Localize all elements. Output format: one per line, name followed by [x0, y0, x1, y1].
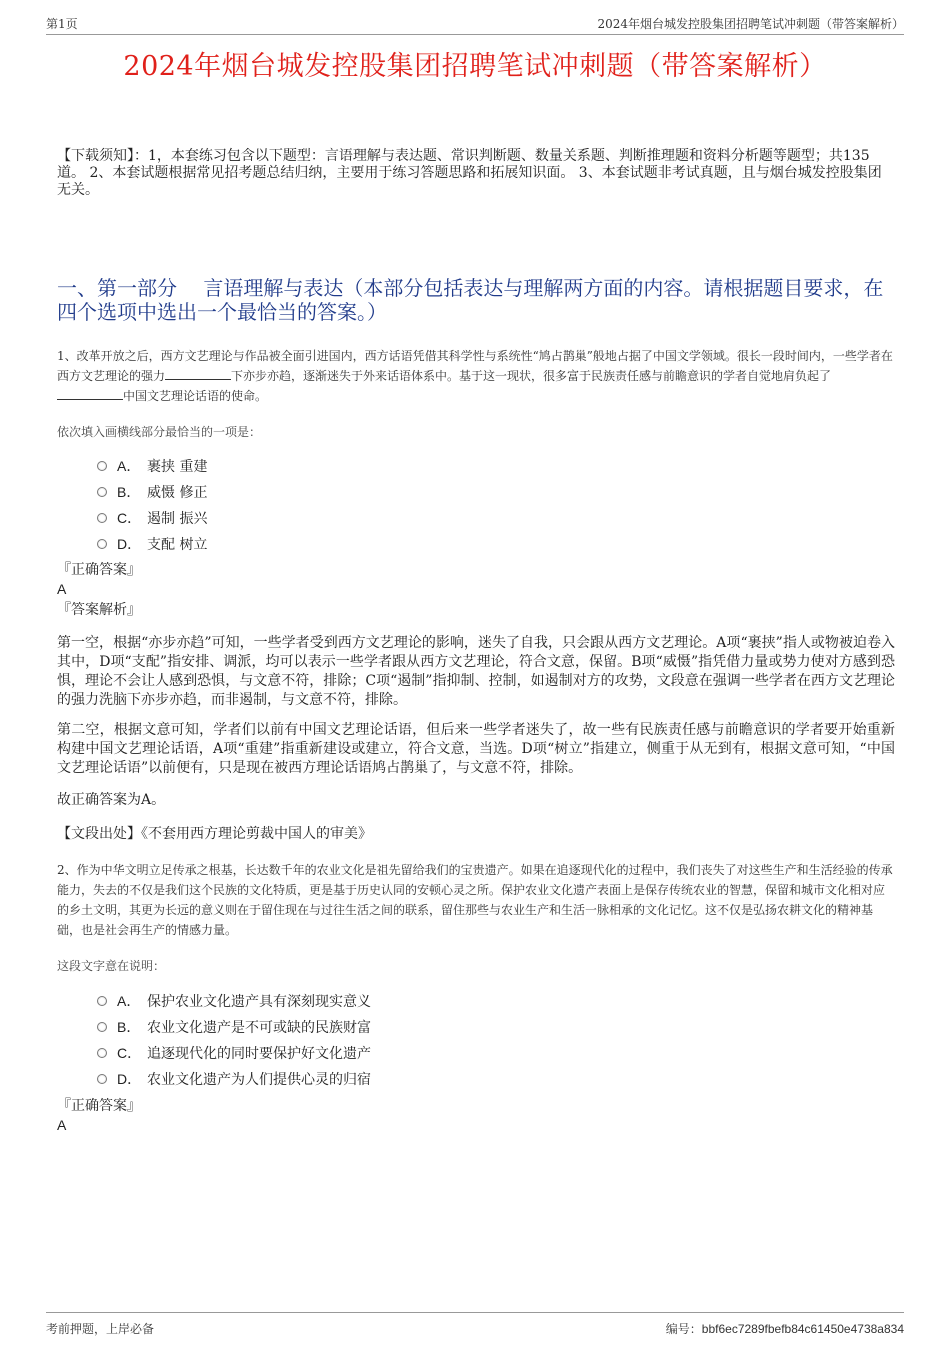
- option-a[interactable]: A． 保护农业文化遗产具有深刻现实意义: [97, 988, 895, 1014]
- option-c[interactable]: C． 追逐现代化的同时要保护好文化遗产: [97, 1040, 895, 1066]
- option-b[interactable]: B． 农业文化遗产是不可或缺的民族财富: [97, 1014, 895, 1040]
- question-1-analysis: [57, 634, 895, 710]
- radio-button[interactable]: [97, 1074, 107, 1084]
- footer-code: 编号：bbf6ec7289fbefb84c61450e4738a834: [665, 1322, 904, 1336]
- source-citation: 【文段出处】《不套用西方理论剪裁中国人的审美》: [57, 826, 372, 842]
- question-1-text: 1、改革开放之后，西方文艺理论与作品被全面引进国内，西方话语凭借其科学性与系统性“鸠占鹊巢”般地占据了中国文学领域。很长一段时间内，一些学者在西方文艺理论的强力 下亦步亦趋，逐渐迷失于外来话语体系中。基于这一现状，很多富于民族责任感与前瞻意识的学者自觉地肩负起了中国文艺理论话语的使命。: [57, 349, 893, 403]
- question-2-prompt-wrap: [57, 957, 895, 974]
- option-b[interactable]: B． 威慑 修正: [97, 479, 895, 505]
- radio-button[interactable]: [97, 1022, 107, 1032]
- question-1-options: [57, 453, 895, 557]
- question-1-source: [57, 825, 895, 844]
- correct-answer-label: 『正确答案』: [57, 562, 141, 578]
- question-1-conclusion: [57, 791, 895, 810]
- question-1-prompt-wrap: [57, 423, 895, 440]
- footer-slogan: 考前押题，上岸必备: [46, 1322, 155, 1336]
- option-a[interactable]: A． 裹挟 重建: [97, 453, 895, 479]
- radio-button[interactable]: [97, 487, 107, 497]
- page-header: [46, 14, 904, 35]
- question-1-analysis-2: [57, 721, 895, 778]
- option-d[interactable]: D． 支配 树立: [97, 531, 895, 557]
- radio-button[interactable]: [97, 1048, 107, 1058]
- question-2: [57, 860, 895, 940]
- analysis-paragraph-1: 第一空，根据“亦步亦趋”可知，一些学者受到西方文艺理论的影响，迷失了自我，只会跟从西方文艺理论。A项“裹挟”指人或物被迫卷入其中，D项“支配”指安排、调派，均可以表示一些学者跟从西方文艺理论，符合文意，保留。B项“威慑”指凭借力量或势力使对方感到恐惧，理论不会让人感到恐惧，与文意不符，排除；C项“遏制”指抑制、控制，如遏制对方的攻势，文段意在强调一些学者在西方文艺理论的强力洗脑下亦步亦趋，而非遏制，与文意不符，排除。: [57, 635, 895, 708]
- download-notice: 【下载须知】：1，本套练习包含以下题型：言语理解与表达题、常识判断题、数量关系题、判断推理题和资料分析题等题型；共135道。 2、本套试题根据常见招考题总结归纳，主要用于练习答题思路和拓展知识面。 3、本套试题非考试真题，且与烟台城发控股集团无关。: [57, 148, 882, 198]
- option-c[interactable]: C． 遏制 振兴: [97, 505, 895, 531]
- question-1-answer-block: [57, 560, 895, 620]
- question-2-options: [57, 988, 895, 1092]
- question-1: [57, 346, 895, 406]
- question-2-answer-block: [57, 1096, 895, 1134]
- page-footer: [46, 1312, 904, 1337]
- conclusion: 故正确答案为A。: [57, 792, 166, 808]
- document-body: [57, 148, 895, 1133]
- option-d[interactable]: D． 农业文化遗产为人们提供心灵的归宿: [97, 1066, 895, 1092]
- radio-button[interactable]: [97, 539, 107, 549]
- document-title: 2024年烟台城发控股集团招聘笔试冲刺题（带答案解析）: [123, 51, 827, 82]
- correct-answer: A: [57, 1117, 67, 1133]
- fill-blank-1: [165, 367, 231, 380]
- radio-button[interactable]: [97, 461, 107, 471]
- radio-button[interactable]: [97, 513, 107, 523]
- fill-blank-2: [57, 387, 123, 400]
- correct-answer-label: 『正确答案』: [57, 1098, 141, 1114]
- analysis-label: 『答案解析』: [57, 602, 141, 618]
- page-number: 第1页: [46, 17, 78, 31]
- question-1-prompt: 依次填入画横线部分最恰当的一项是：: [57, 425, 262, 439]
- correct-answer: A: [57, 581, 67, 597]
- question-2-prompt: 这段文字意在说明：: [57, 959, 166, 973]
- radio-button[interactable]: [97, 996, 107, 1006]
- header-doc-title: 2024年烟台城发控股集团招聘笔试冲刺题（带答案解析）: [597, 17, 904, 31]
- analysis-paragraph-2: 第二空，根据文意可知，学者们以前有中国文艺理论话语，但后来一些学者迷失了，故一些有民族责任感与前瞻意识的学者要开始重新构建中国文艺理论话语，A项“重建”指重新建设或建立，符合文意，当选。D项“树立”指建立，侧重于从无到有，根据文意可知，“中国文艺理论话语”以前便有，只是现在被西方理论话语鸠占鹊巢了，与文意不符，排除。: [57, 722, 895, 776]
- section-heading: 一、第一部分 言语理解与表达（本部分包括表达与理解两方面的内容。请根据题目要求，在四个选项中选出一个最恰当的答案。）: [57, 276, 884, 324]
- question-2-text: 2、作为中华文明立足传承之根基，长达数千年的农业文化是祖先留给我们的宝贵遗产。如果在追逐现代化的过程中，我们丧失了对这些生产和生活经验的传承能力，失去的不仅是我们这个民族的文化特质，更是基于历史认同的安顿心灵之所。保护农业文化遗产表面上是保存传统农业的智慧，保留和城市文化相对应的乡土文明，其更为长远的意义则在于留住现在与过往生活之间的联系，留住那些与农业生产和生活一脉相承的文化记忆。这不仅是弘扬农耕文化的精神基础，也是社会再生产的情感力量。: [57, 863, 893, 937]
